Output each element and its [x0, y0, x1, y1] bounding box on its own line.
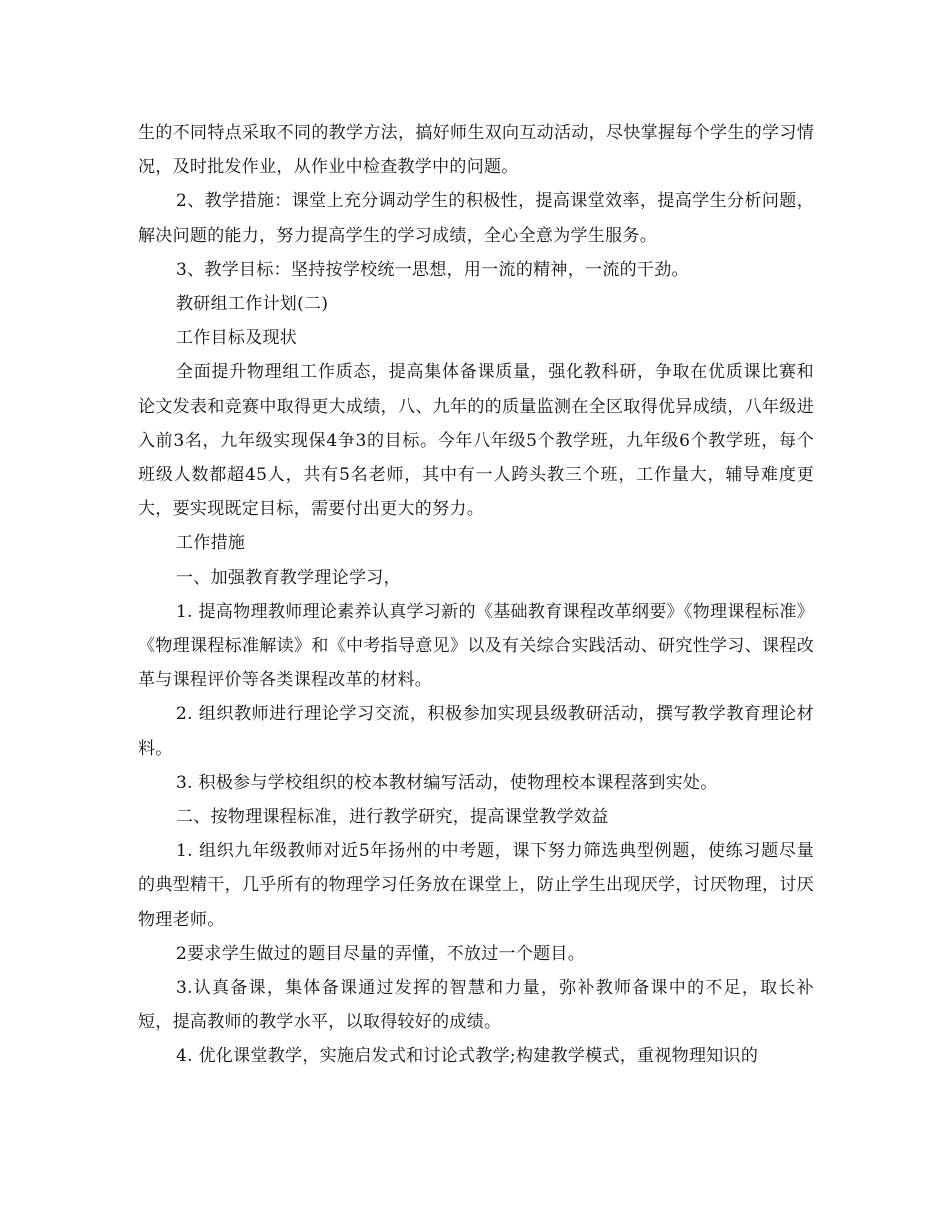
paragraph-work-goals: 全面提升物理组工作质态，提高集体备课质量，强化教科研，争取在优质课比赛和论文发表和竞赛中取得更大成绩，八、九年的的质量监测在全区取得优异成绩，八年级进入前3名，九年级实现保4争3的目标。今年八年级5个教学班，九年级6个教学班，每个班级人数都超45人，共有5名老师，其中有一人跨头教三个班，工作量大，辅导难度更大，要实现既定目标，需要付出更大的努力。 — [138, 362, 814, 520]
document-body — [138, 116, 814, 1074]
heading-theory-study: 一、加强教育教学理论学习， — [176, 567, 401, 588]
paragraph-research-item-4: 4. 优化课堂教学，实施启发式和讨论式教学;构建教学模式，重视物理知识的 — [176, 1046, 759, 1067]
paragraph-item-1: 1. 提高物理教师理论素养认真学习新的《基础教育课程改革纲要》《物理课程标准》《物理课程标准解读》和《中考指导意见》以及有关综合实践活动、研究性学习、课程改革与课程评价等各类课程改革的材料。 — [138, 601, 814, 691]
paragraph-teaching-goals: 3、教学目标：坚持按学校统一思想，用一流的精神，一流的干劲。 — [176, 259, 689, 280]
paragraph-teaching-measures: 2、教学措施：课堂上充分调动学生的积极性，提高课堂效率，提高学生分析问题，解决问题的能力，努力提高学生的学习成绩，全心全意为学生服务。 — [138, 191, 814, 246]
heading-work-goals: 工作目标及现状 — [176, 328, 298, 349]
paragraph-research-item-1: 1. 组织九年级教师对近5年扬州的中考题，课下努力筛选典型例题，使练习题尽量的典型精干，几乎所有的物理学习任务放在课堂上，防止学生出现厌学，讨厌物理，讨厌物理老师。 — [138, 841, 814, 930]
section-title-plan-two: 教研组工作计划(二) — [176, 294, 329, 315]
paragraph-item-3: 3. 积极参与学校组织的校本教材编写活动，使物理校本课程落到实处。 — [176, 772, 718, 793]
paragraph-item-2: 2. 组织教师进行理论学习交流，积极参加实现县级教研活动，撰写教学教育理论材料。 — [138, 704, 814, 759]
heading-work-measures: 工作措施 — [176, 533, 246, 554]
heading-curriculum-research: 二、按物理课程标准，进行教学研究，提高课堂教学效益 — [176, 807, 609, 828]
paragraph-research-item-2: 2要求学生做过的题目尽量的弄懂，不放过一个题目。 — [176, 943, 586, 964]
paragraph-continuation: 生的不同特点采取不同的教学方法，搞好师生双向互动活动，尽快掌握每个学生的学习情况，及时批发作业，从作业中检查教学中的问题。 — [138, 123, 814, 178]
paragraph-research-item-3: 3.认真备课，集体备课通过发挥的智慧和力量，弥补教师备课中的不足，取长补短，提高教师的教学水平，以取得较好的成绩。 — [138, 978, 814, 1033]
